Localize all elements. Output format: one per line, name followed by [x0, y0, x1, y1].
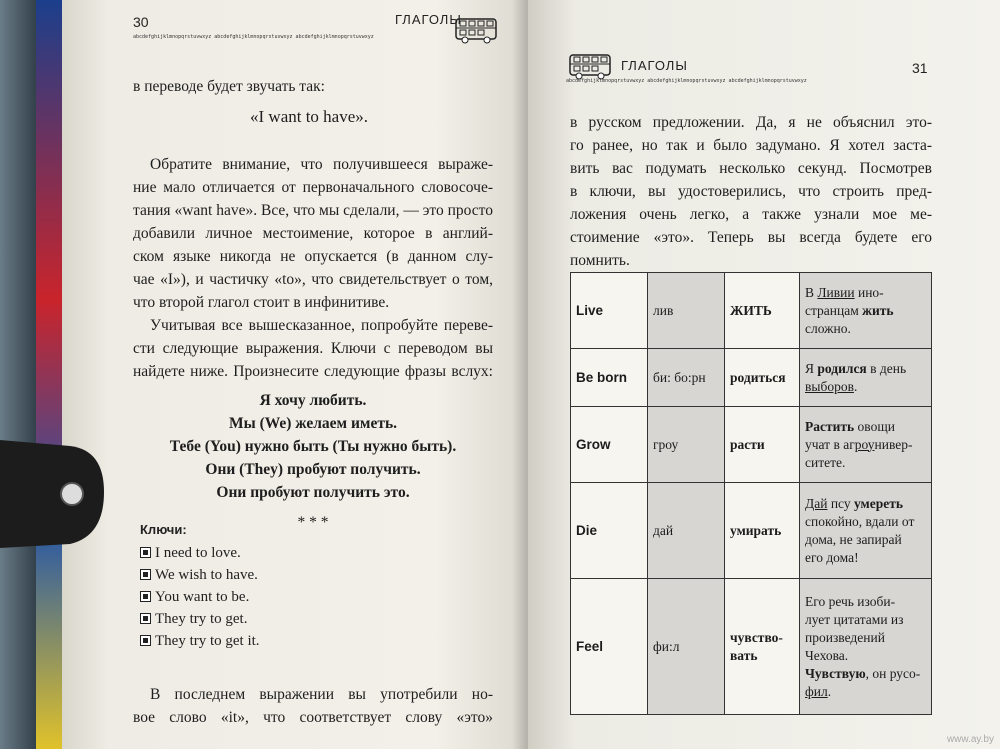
example-fragment: нивер- ситете. — [805, 436, 913, 470]
checkbox-icon — [140, 613, 151, 624]
exercise-line: Они (They) пробуют получить. — [205, 461, 421, 478]
russian-word: чувство- вать — [725, 579, 800, 715]
text-line: добавили личное местоимение, которое в англий- — [133, 225, 493, 242]
example-fragment: фил — [805, 683, 828, 699]
table-row — [571, 407, 932, 483]
key-item: They try to get it. — [140, 633, 260, 650]
text-line: «I want to have». — [250, 107, 369, 126]
example-fragment: Чувствую — [805, 665, 866, 681]
bookmark-clip — [0, 440, 108, 550]
example-sentence — [800, 273, 932, 349]
table-row — [571, 483, 932, 579]
key-item: We wish to have. — [140, 567, 258, 584]
example-fragment: овощи учат в аг — [805, 418, 895, 452]
example-fragment: сложно. — [805, 320, 851, 336]
table-row — [571, 273, 932, 349]
transcription: би: бо:рн — [648, 349, 725, 407]
example-fragment: родился — [817, 360, 867, 376]
watermark: www.ay.by — [946, 734, 994, 745]
example-fragment: Дай — [805, 495, 828, 511]
exercise-line: Они пробуют получить это. — [216, 484, 410, 501]
example-sentence — [800, 349, 932, 407]
example-fragment: жить — [862, 302, 894, 318]
table-row — [571, 349, 932, 407]
text-line: сти следующие выражения. Ключи с переводом вы — [133, 340, 493, 357]
vocabulary-table — [570, 272, 932, 715]
example-fragment: псу — [827, 495, 854, 511]
checkbox-icon — [140, 591, 151, 602]
english-word: Die — [571, 483, 648, 579]
example-fragment: В — [805, 284, 818, 300]
text-line: Обратите внимание, что получившееся выраже- — [150, 156, 493, 173]
text-line: в переводе будет звучать так: — [133, 78, 325, 95]
example-sentence — [800, 483, 932, 579]
english-word: Grow — [571, 407, 648, 483]
text-line: го ранее, но так и было задумано. Я хотел заста- — [570, 137, 932, 154]
exercise-line: Тебе (You) нужно быть (Ты нужно быть). — [169, 438, 457, 455]
exercise-line: Я хочу любить. — [259, 392, 367, 409]
page-number-right: 31 — [912, 60, 928, 76]
example-fragment: . — [853, 378, 858, 394]
text-line: найдете ниже. Произнесите следующие фразы вслух: — [133, 363, 493, 380]
text-line: вое слово «it», что соответствует слову «это» — [133, 709, 493, 726]
exercise-line: Мы (We) желаем иметь. — [228, 415, 398, 432]
example-fragment: Ливии — [817, 284, 855, 300]
checkbox-icon — [140, 569, 151, 580]
page-number-left: 30 — [133, 14, 149, 30]
english-word: Be born — [571, 349, 648, 407]
keys-title: Ключи: — [140, 522, 187, 537]
key-item: I need to love. — [140, 545, 241, 562]
checkbox-icon — [140, 547, 151, 558]
bus-icon — [454, 16, 498, 44]
example-fragment: Его речь изоби- лует цитатами из произведений Чехова. — [805, 593, 904, 663]
text-line: помнить. — [570, 252, 630, 269]
text-line: стоимение «это». Теперь вы всегда будете его — [570, 229, 932, 246]
example-fragment: выборов — [805, 378, 854, 394]
example-sentence — [800, 407, 932, 483]
russian-word: умирать — [725, 483, 800, 579]
example-fragment: , он русо- — [865, 665, 921, 681]
text-line: в ключи, вы удостоверились, что строить пред- — [570, 183, 932, 200]
russian-word: расти — [725, 407, 800, 483]
example-fragment: ино- странцам — [805, 284, 884, 318]
transcription: дай — [648, 483, 725, 579]
text-line: что второй глагол стоит в инфинитиве. — [133, 294, 390, 311]
text-line: В последнем выражении вы употребили но- — [150, 686, 493, 703]
text-line: ском языке никогда не опускается (в данном слу- — [133, 248, 493, 265]
checkbox-icon — [140, 635, 151, 646]
example-fragment: спокойно, вдали от дома, не запирай его дома! — [805, 513, 915, 565]
bus-icon — [568, 52, 612, 80]
example-sentence — [800, 579, 932, 715]
text-line: ложения очень легко, а также узнали мое ме- — [570, 206, 932, 223]
alphabet-strip-right: abcdefghijklmnopqrstuvwxyz abcdefghijklmnopqrstuvwxyz abcdefghijklmnopqrstuvwxyz — [566, 78, 807, 84]
text-line: Учитывая все вышесказанное, попробуйте переве- — [150, 317, 493, 334]
example-fragment: роу — [854, 436, 875, 452]
text-line: в русском предложении. Да, я не объяснил это- — [570, 114, 932, 131]
example-fragment: Я — [805, 360, 818, 376]
alphabet-strip-left: abcdefghijklmnopqrstuvwxyz abcdefghijklmnopqrstuvwxyz abcdefghijklmnopqrstuvwxyz — [133, 34, 374, 40]
section-title-right: ГЛАГОЛЫ — [621, 58, 688, 73]
section-title-left: ГЛАГОЛЫ — [395, 12, 462, 27]
separator: * * * — [297, 514, 329, 531]
example-fragment: умереть — [853, 495, 904, 511]
text-line: чае «I»), и частичку «to», что свидетельствует о том, — [133, 271, 493, 288]
english-word: Feel — [571, 579, 648, 715]
text-line: вить вас подумать несколько секунд. Посмотрев — [570, 160, 932, 177]
russian-word: родиться — [725, 349, 800, 407]
example-fragment: . — [827, 683, 832, 699]
key-item: They try to get. — [140, 611, 247, 628]
russian-word: ЖИТЬ — [725, 273, 800, 349]
text-line: тания «want have». Все, что мы сделали, — это просто — [133, 202, 493, 219]
text-line: ние мало отличается от первоначального словосоче- — [133, 179, 493, 196]
transcription: фи:л — [648, 579, 725, 715]
transcription: лив — [648, 273, 725, 349]
background-left — [0, 0, 40, 749]
table-row — [571, 579, 932, 715]
example-fragment: Растить — [805, 418, 855, 434]
transcription: гроу — [648, 407, 725, 483]
example-fragment: в день — [870, 360, 907, 376]
english-word: Live — [571, 273, 648, 349]
key-item: You want to be. — [140, 589, 249, 606]
